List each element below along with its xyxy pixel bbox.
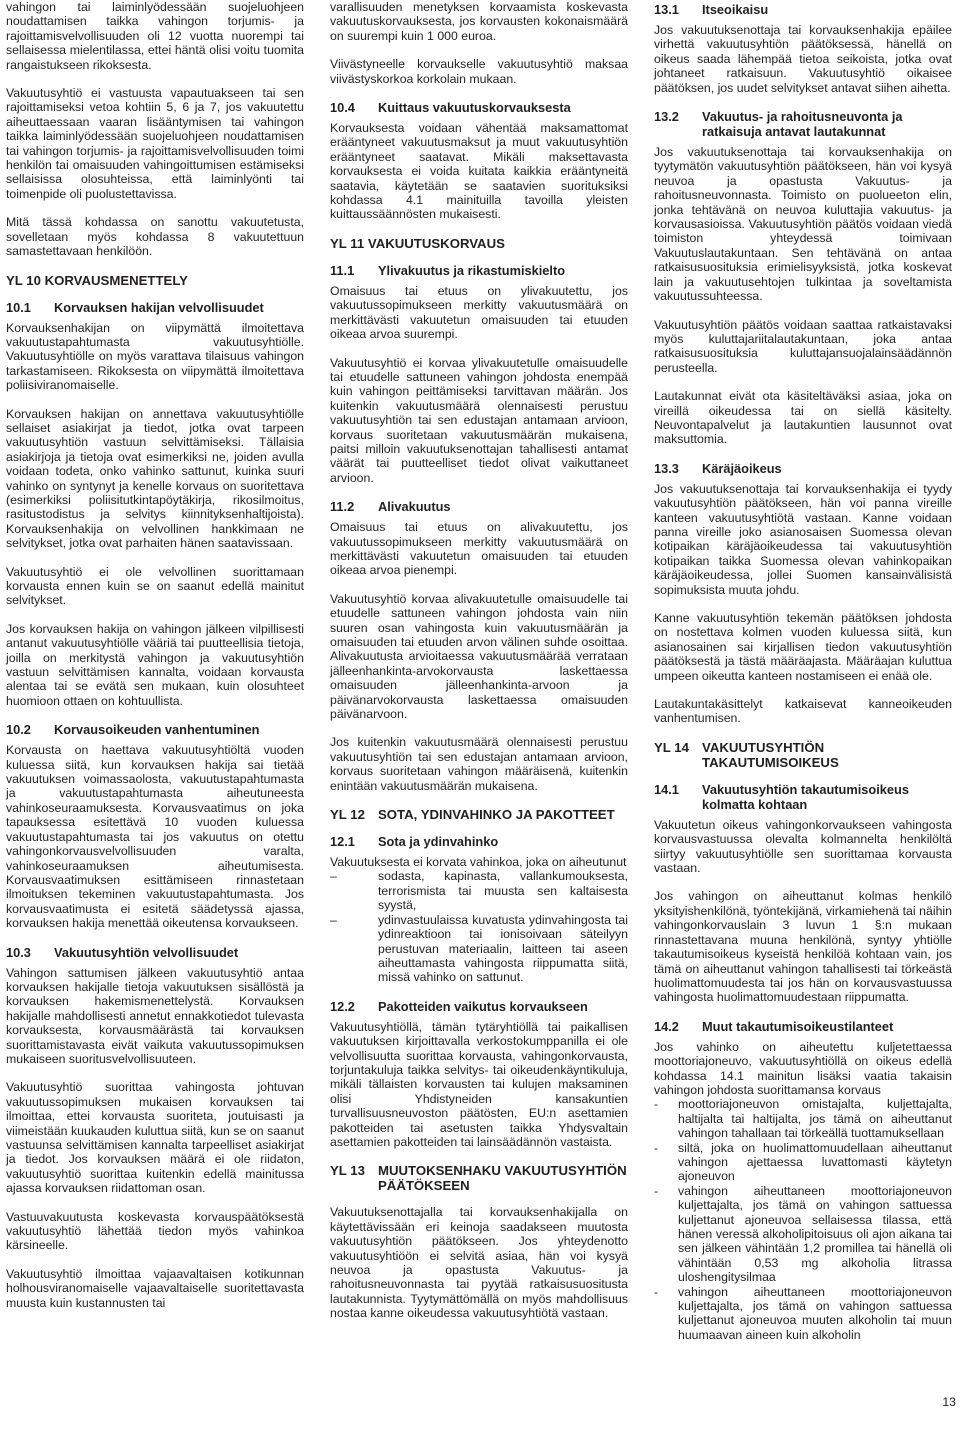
column-left (6, 0, 304, 1310)
paragraph: Omaisuus tai etuus on alivakuutettu, jos vakuutussopimukseen merkitty vakuutusmäärä on merkittävästi vakuutetun omaisuuden tai etuuden oikeaa arvoa pienempi. (330, 520, 628, 578)
paragraph: Jos vahinko on aiheutettu kuljetettaessa moottoriajoneuvo, vakuutusyhtiöllä on oikeus edellä kohdassa 14.1 mainitun lisäksi vaatia takaisin vahingon johdosta suorittamansa korvaus (654, 1039, 952, 1097)
section-heading-yl11: YL 11 VAKUUTUSKORVAUS (330, 235, 505, 251)
paragraph: Vakuutusyhtiön päätös voidaan saattaa ratkaistavaksi myös kuluttajariitalautakuntaan, joka antaa ratkaisusuosituksia kuluttajansuojalainsäädännön perusteella. (654, 317, 952, 375)
paragraph: Vakuutetun oikeus vahingonkorvaukseen vahingosta korvausvastuussa olevalta kolmannelta henkilöltä siirtyy vakuutusyhtiölle sen suorittamaa korvausta vastaan. (654, 817, 952, 876)
dash-list (330, 869, 628, 984)
paragraph: Jos vakuutuksenottaja tai korvauksenhakija ei tyydy vakuutusyhtiön päätökseen, hän voi panna vireille kanteen vakuutusyhtiötä vastaan. Kanne voidaan panna vireille joko asianosaisen Suomessa olevan kotipaikan käräjäoikeudessa tai vakuutusyhtiön kotipaikan taikka Suomessa olevan vahinkopaikan käräjäoikeudessa, jollei Suomen kansainvälisistä sopimuksista muuta johdu. (654, 481, 952, 597)
page-number: 13 (942, 1395, 956, 1409)
list-item: - vahingon aiheuttaneen moottoriajoneuvon kuljettajalta, jos tämä on vahingon sattuessa kuljettanut ajoneuvoa sellaisessa tilassa, että hänen veressä alkoholipitoisuus oli ajon aikana tai sen jälkeen vähintään 1,2 promillea tai hänellä oli vähintään 0,53 mg alkoholia litrassa uloshengitysilmaa (654, 1183, 952, 1285)
paragraph: Jos vakuutuksenottaja tai korvauksenhakija epäilee virhettä vakuutusyhtiön päätöksessä, hänellä on oikeus saada lähempää tietoa seikoista, jotka ovat johtaneet ratkaisuun. Vakuutusyhtiö oikaisee päätöksen, jos uudet selvitykset antavat siihen aihetta. (654, 23, 952, 95)
subheading-11-2: 11.2 Alivakuutus (330, 499, 451, 515)
paragraph: Jos vahingon on aiheuttanut kolmas henkilö yksityishenkilönä, työntekijänä, virkamiehenä tai näihin vahingonkorvauslain 3 luvun 1 §:n mukaan rinnastettavana muuna henkilönä, syntyy yhtiölle takautumisoikeus kyseistä henkilöä kohtaan vain, jos tämä on aiheuttanut vahingon tahallisesti tai törkeästä huolimattomuudesta tai jos hän on korvausvastuussa vahingosta huolimattomuudestaan riippumatta. (654, 889, 952, 1005)
paragraph: Korvauksesta voidaan vähentää maksamattomat erääntyneet vakuutusmaksut ja muut vakuutusyhtiön erääntyneet saatavat. Mikäli maksettavasta korvauksesta ei voida kuitata kaikkia erääntyneitä saatavia, käytetään se saatavien suorituksiksi kohdassa 4.1 mainituilla tavoilla yleisten kuittaussäännösten mukaisesti. (330, 121, 628, 222)
paragraph: Lautakuntakäsittelyt katkaisevat kanneoikeuden vanhentumisen. (654, 697, 952, 726)
paragraph: Korvauksen hakijan on annettava vakuutusyhtiölle sellaiset asiakirjat ja tiedot, jotka ovat tarpeen vakuutusyhtiön vastuun selvittämiseksi. Tällaisia asiakirjoja ja tietoja ovat esimerkiksi ne, joiden avulla voidaan todeta, onko vahinko sattunut, kuinka suuri vahinko on syntynyt ja kenelle korvaus on suoritettava (esimerkiksi poliisitutkintapöytäkirja, rikosilmoitus, rasitustodistus ja selvitys kiinnityksenhaltijoista). Korvauksenhakija on velvollinen hankkimaan ne selvitykset, jotka ovat parhaiten hänen saatavissaan. (6, 406, 304, 551)
subheading-13-1: 13.1 Itseoikaisu (654, 2, 769, 17)
list-item: – ydinvastuulaissa kuvatusta ydinvahingosta tai ydinreaktioon tai ionisoivaan säteilyyn perustuvan materiaalin, laitteen tai aseen aiheuttamasta vahingosta riippumatta siitä, missä vahinko on sattunut. (330, 912, 628, 985)
paragraph: Vahingon sattumisen jälkeen vakuutusyhtiö antaa korvauksen hakijalle tietoja vakuutuksen sisällöstä ja korvauksen hakemismenettelystä. Korvauksen hakijalle mahdollisesti annetut ennakkotiedot tulevasta korvauksesta, korvausmäärästä tai korvauksen suorittamistavasta eivät vaikuta vakuutussopimuksen mukaiseen suoritusvelvollisuuteen. (6, 965, 304, 1066)
paragraph: Mitä tässä kohdassa on sanottu vakuutetusta, sovelletaan myös kohdassa 8 vakuutettuun samastettavaan henkilöön. (6, 215, 304, 259)
paragraph: Lautakunnat eivät ota käsiteltäväksi asiaa, joka on vireillä oikeudessa tai on siellä käsitelty. Neuvontapalvelut ja lautakuntien lausunnot ovat maksuttomia. (654, 389, 952, 447)
paragraph: vahingon tai laiminlyödessään suojeluohjeen noudattamisen taikka vahingon torjumis- ja rajoittamisvelvollisuuden oli 12 vuotta nuorempi tai sellaisessa mielentilassa, ettei häntä olisi voitu tuomita rangaistukseen rikoksesta. (6, 0, 304, 72)
paragraph: Vakuutusyhtiöllä, tämän tytäryhtiöllä tai paikallisen vakuutuksen kirjoittavalla verkostokumppanilla ei ole velvollisuutta suorittaa korvausta, vahingonkorvausta, torjuntakuluja taikka selvitys- tai oikeudenkäyntikuluja, mikäli tällaisten korvausten tai kulujen maksaminen olisi Yhdistyneiden kansakuntien turvallisuusneuvoston päätösten, EU:n asettamien pakotteiden tai asetusten taikka Yhdysvaltain asettamien pakotteiden tai lainsäädännön vastaista. (330, 1019, 628, 1149)
subheading-13-2: 13.2 Vakuutus- ja rahoitusneuvonta ja ratkaisuja antavat lautakunnat (654, 109, 903, 140)
paragraph: Vakuutusyhtiö ilmoittaa vajaavaltaisen kotikunnan holhousviranomaiselle vajaavaltaiselle suoritettavasta muusta kuin kustannusten tai (6, 1266, 304, 1310)
paragraph: Vakuutuksesta ei korvata vahinkoa, joka on aiheutunut (330, 855, 627, 870)
paragraph: Kanne vakuutusyhtiön tekemän päätöksen johdosta on nostettava kolmen vuoden kuluessa siitä, kun asianosainen sai kirjallisen tiedon vakuutusyhtiön päätöksestä ja tästä määräajasta. Määräajan kuluttua umpeen oikeutta kanteen nostamiseen ei enää ole. (654, 611, 952, 683)
list-item: - moottoriajoneuvon omistajalta, kuljettajalta, haltijalta tai haltijalta, jos tämä on aiheuttanut vahingon tahallaan tai törkeällä tuottamuksellaan (654, 1097, 952, 1141)
paragraph: Omaisuus tai etuus on ylivakuutettu, jos vakuutussopimukseen merkitty vakuutusmäärä on merkittävästi vakuutetun omaisuuden tai etuuden oikeaa arvoa suurempi. (330, 283, 628, 342)
subheading-11-1: 11.1 Ylivakuutus ja rikastumiskielto (330, 262, 566, 278)
paragraph: Vakuutusyhtiö ei vastuusta vapautuakseen tai sen rajoittamiseksi vetoa kohtiin 5, 6 ja 7, jos vakuutettu aiheuttaessaan vaaran lisääntymisen tai vahingon taikka laiminlyödessään suojeluohjeen noudattamisen tai vahingon torjumis- ja rajoittamisvelvollisuuden toimi henkilön tai omaisuuden vahingoittumisen estämiseksi sellaisissa olosuhteissa, että laiminlyönti tai toimenpide oli puolustettavissa. (6, 86, 304, 201)
paragraph: Vakuutuksenottajalla tai korvauksenhakijalla on käytettävissään eri keinoja saadakseen muutosta vakuutusyhtiön päätökseen. Jos yhteydenotto vakuutusyhtiöön ei selvitä asiaa, hän voi kysyä neuvoa ja opastusta Vakuutus- ja rahoitusneuvonnasta tai pyytää ratkaisusuositusta lautakunnista. Tyytymättömällä on myös mahdollisuus nostaa kanne oikeudessa vakuutusyhtiötä vastaan. (330, 1205, 628, 1321)
list-item: – sodasta, kapinasta, vallankumouksesta, terrorismista tai muusta sen kaltaisesta syystä, (330, 869, 628, 913)
paragraph: Viivästyneelle korvaukselle vakuutusyhtiö maksaa viivästyskorkoa korkolain mukaan. (330, 57, 628, 86)
subheading-13-3: 13.3 Käräjäoikeus (654, 460, 782, 476)
subheading-14-2: 14.2 Muut takautumisoikeustilanteet (654, 1018, 894, 1034)
subheading-12-2: 12.2 Pakotteiden vaikutus korvaukseen (330, 998, 588, 1014)
paragraph: Vakuutusyhtiö ei korvaa ylivakuutetulle omaisuudelle tai etuudelle sattuneen vahingon johdosta enempää kuin vahingon peittämiseksi tarvittavan määrän. Jos kuitenkin vakuutusmäärä olennaisesti perustuu vakuutusyhtiön tai sen edustajan antamaan arvioon, korvaus suoritetaan vakuutusmäärän mukaisena, paitsi milloin vakuutuksenottajan tahallisesti antamat väärät tai puutteelliset tiedot olivat vaikuttaneet arvioon. (330, 355, 628, 485)
paragraph: Vakuutusyhtiö ei ole velvollinen suorittamaan korvausta ennen kuin se on saanut edellä mainitut selvitykset. (6, 564, 304, 608)
subheading-10-1: 10.1 Korvauksen hakijan velvollisuudet (6, 299, 264, 315)
section-heading-yl14: YL 14 VAKUUTUSYHTIÖN TAKAUTUMISOIKEUS (654, 739, 839, 770)
subheading-14-1: 14.1 Vakuutusyhtiön takautumisoikeus kolmatta kohtaan (654, 781, 909, 812)
paragraph: Jos kuitenkin vakuutusmäärä olennaisesti perustuu vakuutusyhtiön tai sen edustajan antamaan arvioon, korvaus suoritetaan vahingon määräisenä, kuitenkin enintään vakuutusmäärän mukaisena. (330, 735, 628, 793)
subheading-10-2: 10.2 Korvausoikeuden vanhentuminen (6, 722, 260, 738)
paragraph: Korvauksenhakijan on viipymättä ilmoitettava vakuutustapahtumasta vakuutusyhtiölle. Vakuutusyhtiölle on myös varattava tilaisuus vahingon tarkastamiseen. Rikoksesta on viipymättä ilmoitettava poliisiviranomaiselle. (6, 320, 304, 393)
paragraph: Vakuutusyhtiö korvaa alivakuutetulle omaisuudelle tai etuudelle sattuneen vahingon johdosta vain niin suuren osan vahingosta kuin vakuutusmäärän ja omaisuuden tai etuuden arvon välinen suhde osoittaa. Alivakuutusta arvioitaessa vakuutusmäärää verrataan jälleenhankinta-arvokorvausta laskettaessa omaisuuden jälleenhankinta-arvoon ja päivänarvokorvausta laskettaessa omaisuuden päivänarvoon. (330, 591, 628, 722)
list-item: - vahingon aiheuttaneen moottoriajoneuvon kuljettajalta, jos tämä on vahingon sattuessa kuljettanut ajoneuvoa muuten alkoholin tai muun huumaavan aineen kuin alkoholin (654, 1284, 952, 1342)
column-right (654, 0, 952, 1356)
column-middle (330, 0, 628, 1321)
subheading-12-1: 12.1 Sota ja ydinvahinko (330, 834, 499, 850)
subheading-10-4: 10.4 Kuittaus vakuutuskorvauksesta (330, 100, 571, 116)
list-item: - siltä, joka on huolimattomuudellaan aiheuttanut vahingon ajettaessa luvattomasti käytetyn ajoneuvon (654, 1140, 952, 1184)
section-heading-yl12: YL 12 SOTA, YDINVAHINKO JA PAKOTTEET (330, 807, 615, 823)
paragraph: Jos vakuutuksenottaja tai korvauksenhakija on tyytymätön vakuutusyhtiön päätökseen, hän voi kysyä neuvoa ja opastusta Vakuutus- ja rahoitusneuvonnasta. Toimisto on puolueeton elin, jonka tehtävänä on neuvoa kuluttajia vakuutus- ja korvausasioissa. Vakuutusyhtiön päätös voidaan viedä toimiston yhteydessä toimivaan Vakuutuslautakuntaan. Sen tehtävänä on antaa ratkaisusuosituksia erimielisyyksistä, jotka koskevat lain ja vakuutusehtojen tulkintaa ja soveltamista vakuutussuhteessa. (654, 145, 952, 304)
subheading-10-3: 10.3 Vakuutusyhtiön velvollisuudet (6, 944, 239, 960)
hyphen-list (654, 1097, 952, 1342)
paragraph: Korvausta on haettava vakuutusyhtiöltä vuoden kuluessa siitä, kun korvauksen hakija sai tietää vakuutuksen voimassaolosta, vakuutustapahtumasta ja vakuutustapahtumasta aiheutuneesta vahinkoseuraamuksesta. Korvausvaatimus on joka tapauksessa esitettävä 10 vuoden kuluessa vakuutustapahtumasta tai jos vakuutus on otettu vahingonkorvausvelvollisuuden varalta, vahinkoseuraamuksen aiheutumisesta. Korvausvaatimuksen esittämiseen rinnastetaan ilmoituksen tekeminen vakuutustapahtumasta. Jos korvausvaatimusta ei esitetä säädetyssä ajassa, korvauksen hakija menettää oikeutensa korvaukseen. (6, 743, 304, 931)
paragraph: Jos korvauksen hakija on vahingon jälkeen vilpillisesti antanut vakuutusyhtiölle vääriä tai puutteellisia tietoja, joilla on merkitystä vahingon ja vakuutusyhtiön vastuun selvittämisen kannalta, voidaan korvausta alentaa tai se evätä sen mukaan, kuin olosuhteet huomioon ottaen on kohtuullista. (6, 621, 304, 708)
section-heading-yl13: YL 13 MUUTOKSENHAKU VAKUUTUSYHTIÖN PÄÄTÖKSEEN (330, 1163, 627, 1194)
section-heading-yl10: YL 10 KORVAUSMENETTELY (6, 272, 188, 288)
paragraph: varallisuuden menetyksen korvaamista koskevasta vakuutuskorvauksesta, jos korvausten kokonaismäärä on suurempi kuin 1 000 euroa. (330, 0, 628, 43)
paragraph: Vakuutusyhtiö suorittaa vahingosta johtuvan vakuutussopimuksen mukaisen korvauksen tai ilmoittaa, ettei korvausta suoriteta, joutuisasti ja viimeistään kuukauden kuluttua siitä, kun se on saanut vastuunsa selvittämisen kannalta tarpeelliset asiakirjat ja tiedot. Jos korvauksen määrä ei ole riidaton, vakuutusyhtiö suorittaa kuitenkin edellä mainitussa ajassa korvauksen riidattoman osan. (6, 1080, 304, 1196)
paragraph: Vastuuvakuutusta koskevasta korvauspäätöksestä vakuutusyhtiö lähettää tiedon myös vahinkoa kärsineelle. (6, 1209, 304, 1253)
